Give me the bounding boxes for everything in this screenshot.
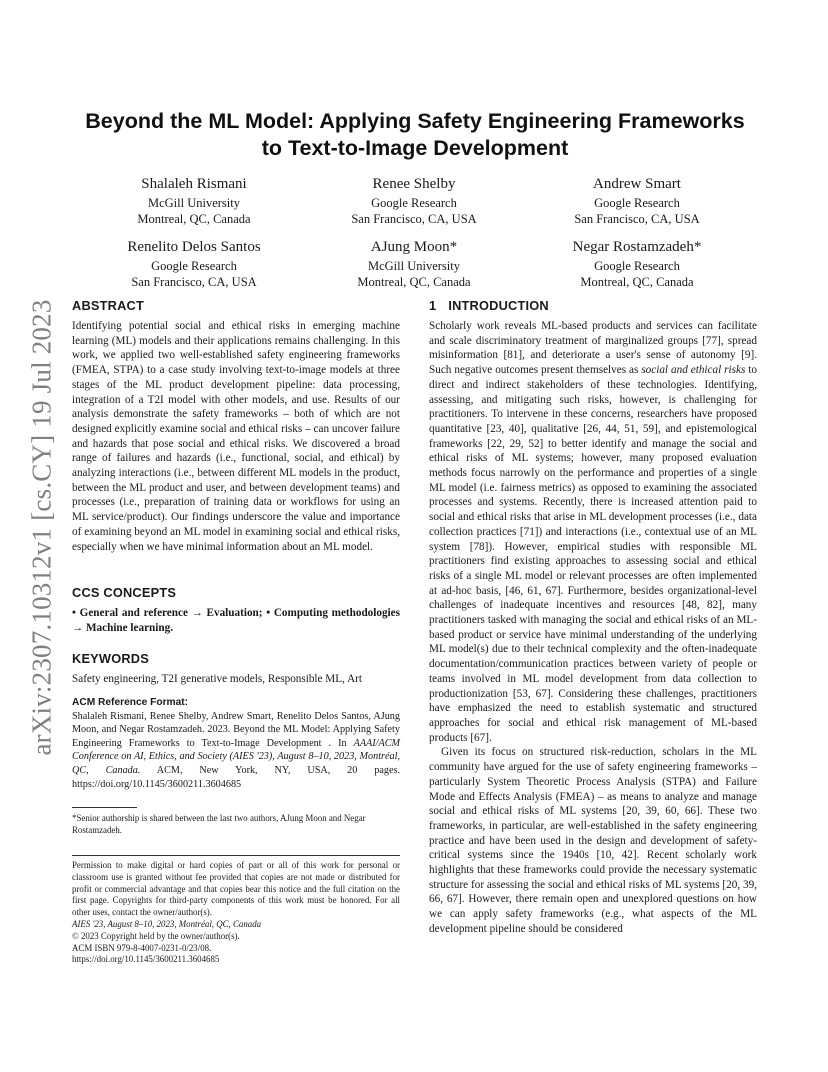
author-location: Montreal, QC, Canada <box>580 275 694 289</box>
author-affiliation: Google Research <box>151 259 237 273</box>
author-5 <box>304 237 524 290</box>
author-affiliation: McGill University <box>367 259 460 273</box>
keywords-text: Safety engineering, T2I generative models, Responsible ML, Art <box>72 673 362 685</box>
ccs-heading: CCS CONCEPTS <box>72 585 177 600</box>
author-name: AJung Moon* <box>370 239 458 255</box>
introduction-heading <box>429 297 757 314</box>
author-location: San Francisco, CA, USA <box>574 212 700 226</box>
author-1 <box>84 174 304 227</box>
isbn: ACM ISBN 979-8-4007-0231-0/23/08. <box>72 942 212 953</box>
acm-reference-heading: ACM Reference Format: <box>72 697 189 708</box>
author-3 <box>527 174 747 227</box>
intro-paragraph-2: Given its focus on structured risk-reduction, scholars in the ML community have argued for the use of safety engineering frameworks – particularly System Theoretic Process Analysis (STPA) and Failure Mode and Effects Analysis (FMEA) – as means to analyze and manage social and ethical risks of ML systems [20, 39, 60, 66]. These two frameworks, in particular, are well-established in the safety engineering practice and have been used in the design and development of safety-critical systems since the 1940s [10, 42]. Recent scholarly work highlights that these frameworks could provide the necessary systematic structure for assessing the social and ethical risks of ML systems [20, 39, 66, 67]. However, there remain open and unexplored questions on how we can apply safety frameworks (e.g., what aspects of the ML development pipeline should be considered <box>429 746 757 935</box>
ccs-section <box>72 584 400 635</box>
author-affiliation: Google Research <box>594 259 680 273</box>
footnote: *Senior authorship is shared between the last two authors, AJung Moon and Negar Rostamzadeh. <box>72 813 366 835</box>
permission-block <box>72 860 400 966</box>
title-line-2: to Text-to-Image Development <box>261 136 569 160</box>
author-affiliation: Google Research <box>594 196 680 210</box>
title-line-1: Beyond the ML Model: Applying Safety Engineering Frameworks <box>85 109 745 133</box>
keywords-section <box>72 650 400 687</box>
permission-rule <box>72 855 400 856</box>
acm-reference-venue: AAAI/ACM Conference on AI, Ethics, and Society (AIES '23), August 8–10, 2023, Montréal, QC, Canada. <box>72 737 400 776</box>
copyright-notice: © 2023 Copyright held by the owner/author(s). <box>72 930 240 941</box>
author-name: Renelito Delos Santos <box>127 239 261 255</box>
intro-p1-text-b: to direct and indirect stakeholders of these technologies. Identifying, assessing, and mitigating such risks, however, is challenging for practitioners. To intervene in these concerns, researchers have proposed quantitative [23, 40], qualitative [26, 44, 51, 59], and epistemological frameworks [22, 29, 52] to better identify and manage the social and ethical risks of ML systems; however, many proposed evaluation methods focus narrowly on the performance and properties of a single ML model (i.e. fairness metrics) as opposed to examining the associated processes and systems. Recently, there is increased attention paid to social and ethical risks that arise in ML development processes (i.e., data collection practices [71]) and interactions (i.e., contextual use of an ML system [78]). However, empirical studies with responsible ML practitioners find existing approaches to assessing social and ethical risks of a single ML model or relevant processes are often implemented at ad-hoc basis, [46, 61, 67]. Furthermore, besides organizational-level challenges of inadequate incentives and resources [48, 82], many practitioners tasked with managing the social and ethical risks of an ML-based product or service have minimal understanding of the underlying ML model(s) due to their technical complexity and the often-inadequate documentation/communication practices between variety of people or teams involved in ML model development from data collection to productionization [53, 67]. Considering these challenges, practitioners have emphasized the need to establish systematic and structured approaches for social and ethical risk management of ML-based products [67]. <box>429 364 757 744</box>
arxiv-identifier: arXiv:2307.10312v1 [cs.CY] 19 Jul 2023 <box>26 299 57 756</box>
acm-reference-text <box>72 710 400 792</box>
acm-reference-text-after: ACM, New York, NY, USA, 20 pages. https://doi.org/10.1145/3600211.3604685 <box>72 764 400 790</box>
section-number: 1 <box>429 298 437 313</box>
author-name: Renee Shelby <box>372 176 456 192</box>
keywords-heading: KEYWORDS <box>72 651 149 666</box>
intro-paragraph-1 <box>429 319 757 745</box>
left-column <box>72 297 400 554</box>
author-location: Montreal, QC, Canada <box>137 212 251 226</box>
permission-text: Permission to make digital or hard copies of part or all of this work for personal or classroom use is granted without fee provided that copies are not made or distributed for profit or commercial advantage and that copies bear this notice and the full citation on the first page. Copyrights for third-party components of this work must be honored. For all other uses, contact the owner/author(s). <box>72 860 400 918</box>
author-affiliation: Google Research <box>371 196 457 210</box>
ccs-text: • General and reference → Evaluation; • Computing methodologies → Machine learning. <box>72 607 400 634</box>
section-title: INTRODUCTION <box>448 298 549 313</box>
author-name: Andrew Smart <box>593 176 681 192</box>
acm-reference <box>72 696 400 791</box>
author-6 <box>527 237 747 290</box>
author-affiliation: McGill University <box>147 196 240 210</box>
abstract-text: Identifying potential social and ethical risks in emerging machine learning (ML) models and their applications remains challenging. In this work, we applied two well-established safety engineering frameworks (FMEA, STPA) to a case study involving text-to-image models at three stages of the ML product development pipeline: data processing, integration of a T2I model with other models, and use. Results of our analysis demonstrate the safety frameworks – both of which are not designed explicitly examine social and ethical risks – can uncover failure and hazards that pose social and ethical risks. We discovered a broad range of failures and hazards (i.e., functional, social, and ethical) by analyzing interactions (i.e., between different ML models in the product, between the ML product and user, and between development teams) and processes (i.e., preparation of training data or workflows for using an ML service/product). Our findings underscore the value and importance of examining beyond an ML model in examining social and ethical risks, especially when we have minimal information about an ML model. <box>72 320 400 553</box>
author-location: Montreal, QC, Canada <box>357 275 471 289</box>
footnote-rule <box>72 807 137 808</box>
permission-venue: AIES '23, August 8–10, 2023, Montréal, QC, Canada <box>72 918 262 929</box>
author-location: San Francisco, CA, USA <box>351 212 477 226</box>
intro-p1-emphasis: social and ethical risks <box>641 364 746 377</box>
intro-p1-text-a: Scholarly work reveals ML-based products and services can facilitate and scale discriminatory treatment of marginalized groups [77], spread misinformation [81], and deteriorate a user's sense of autonomy [9]. Such negative outcomes present themselves as <box>429 320 757 377</box>
paper-title <box>70 108 760 162</box>
author-name: Shalaleh Rismani <box>141 176 247 192</box>
abstract-heading: ABSTRACT <box>72 298 144 313</box>
author-4 <box>84 237 304 290</box>
doi-link[interactable]: https://doi.org/10.1145/3600211.3604685 <box>72 954 220 965</box>
author-2 <box>304 174 524 227</box>
acm-reference-text-before: Shalaleh Rismani, Renee Shelby, Andrew Smart, Renelito Delos Santos, AJung Moon, and Negar Rostamzadeh. 2023. Beyond the ML Model: Applying Safety Engineering Frameworks to Text-to-Image Development . In <box>72 710 400 749</box>
right-column <box>429 297 757 937</box>
author-name: Negar Rostamzadeh* <box>572 239 702 255</box>
author-location: San Francisco, CA, USA <box>131 275 257 289</box>
